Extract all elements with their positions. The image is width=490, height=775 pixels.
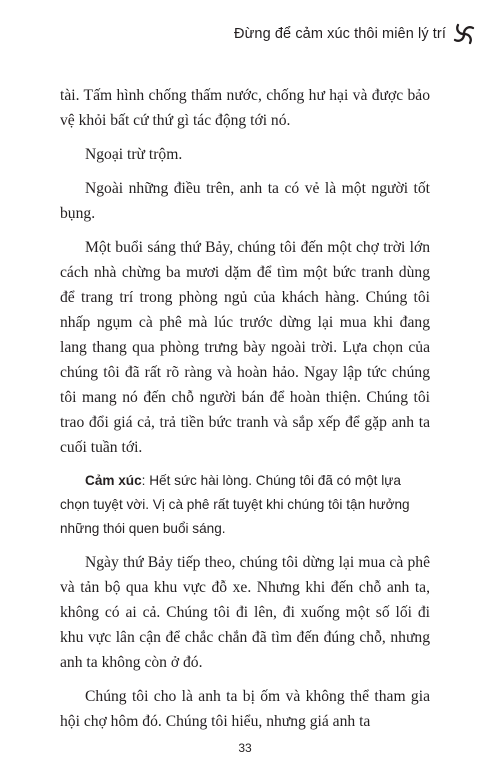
book-title: Đừng để cảm xúc thôi miên lý trí [234, 26, 446, 42]
paragraph-continuation: tài. Tấm hình chống thấm nước, chống hư hại và được bảo vệ khỏi bất cứ thứ gì tác động tới nó. [60, 87, 430, 129]
emotion-note-text: : Hết sức hài lòng. Chúng tôi đã có một lựa chọn tuyệt vời. Vị cà phê rất tuyệt khi chúng tôi tận hưởng những thói quen buổi sáng. [60, 473, 410, 536]
running-header [234, 22, 476, 46]
paragraph: Chúng tôi cho là anh ta bị ốm và không thể tham gia hội chợ hôm đó. Chúng tôi hiểu, nhưng giá anh ta [60, 688, 430, 730]
emotion-note [60, 469, 430, 541]
page-body [60, 83, 430, 743]
swirl-logo-icon [452, 22, 476, 46]
emotion-note-label: Cảm xúc [85, 473, 142, 488]
paragraph: Một buổi sáng thứ Bảy, chúng tôi đến một chợ trời lớn cách nhà chừng ba mươi dặm để tìm một bức tranh dùng để trang trí trong phòng ngủ của khách hàng. Chúng tôi nhấp ngụm cà phê mà lúc trước dừng lại mua khi đang lang thang qua phòng trưng bày ngoài trời. Lựa chọn của chúng tôi đã rất rõ ràng và hoàn hảo. Ngay lập tức chúng tôi mang nó đến chỗ người bán để hoàn thiện. Chúng tôi trao đổi giá cả, trả tiền bức tranh và sắp xếp để gặp anh ta cuối tuần tới. [60, 239, 430, 456]
paragraph: Ngoài những điều trên, anh ta có vẻ là một người tốt bụng. [60, 180, 430, 222]
paragraph: Ngoại trừ trộm. [85, 146, 183, 163]
page-number: 33 [238, 741, 252, 755]
paragraph: Ngày thứ Bảy tiếp theo, chúng tôi dừng lại mua cà phê và tản bộ qua khu vực đỗ xe. Nhưng khi đến chỗ anh ta, không có ai cả. Chúng tôi đi lên, đi xuống một số lối đi khu vực lân cận để chắc chắn đã tìm đến đúng chỗ, nhưng anh ta không còn ở đó. [60, 554, 430, 671]
